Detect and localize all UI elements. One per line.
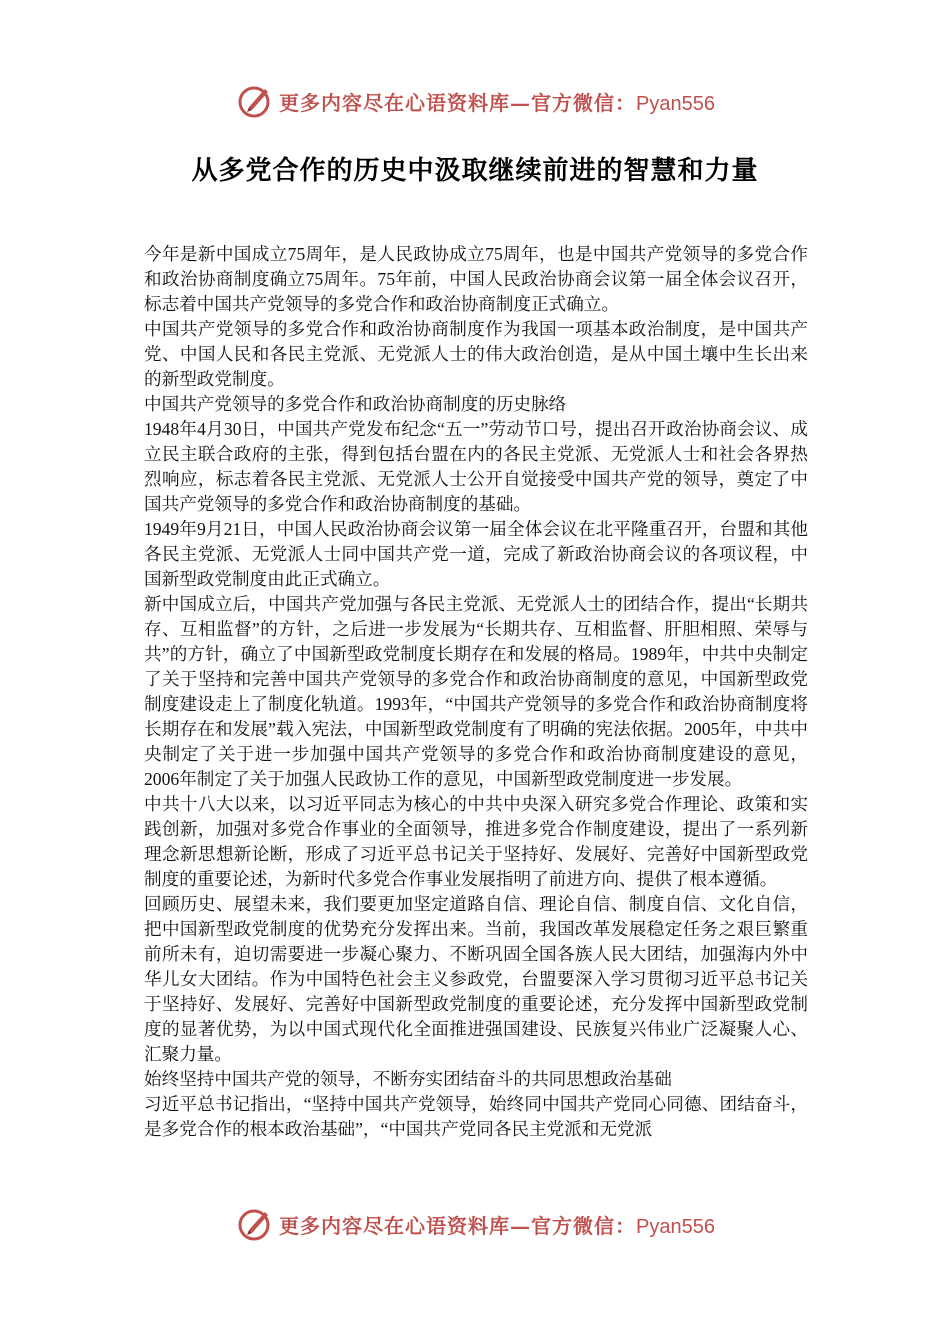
header-banner-text: 更多内容尽在心语资料库—官方微信：Pyan556 — [279, 90, 715, 115]
footer-wechat-id: Pyan556 — [636, 1215, 715, 1238]
paragraph: 习近平总书记指出，“坚持中国共产党领导，始终同中国共产党同心同德、团结奋斗，是多党合作的根本政治基础”，“中国共产党同各民主党派和无党派 — [144, 1094, 808, 1139]
article-body — [144, 242, 808, 1142]
pen-logo-icon — [235, 1204, 275, 1244]
section-heading: 中国共产党领导的多党合作和政治协商制度的历史脉络 — [144, 394, 567, 414]
paragraph: 1949年9月21日，中国人民政治协商会议第一届全体会议在北平隆重召开，台盟和其他各民主党派、无党派人士同中国共产党一道，完成了新政治协商会议的各项议程，中国新型政党制度由此正式确立。 — [144, 519, 808, 589]
paragraph: 中共十八大以来，以习近平同志为核心的中共中央深入研究多党合作理论、政策和实践创新，加强对多党合作事业的全面领导，推进多党合作制度建设，提出了一系列新理念新思想新论断，形成了习近平总书记关于坚持好、发展好、完善好中国新型政党制度的重要论述，为新时代多党合作事业发展指明了前进方向、提供了根本遵循。 — [144, 794, 808, 889]
pen-logo-icon — [235, 81, 275, 121]
paragraph: 新中国成立后，中国共产党加强与各民主党派、无党派人士的团结合作，提出“长期共存、互相监督”的方针，之后进一步发展为“长期共存、互相监督、肝胆相照、荣辱与共”的方针，确立了中国新型政党制度长期存在和发展的格局。1989年，中共中央制定了关于坚持和完善中国共产党领导的多党合作和政治协商制度的意见，中国新型政党制度建设走上了制度化轨道。1993年，“中国共产党领导的多党合作和政治协商制度将长期存在和发展”载入宪法，中国新型政党制度有了明确的宪法依据。2005年，中共中央制定了关于进一步加强中国共产党领导的多党合作和政治协商制度建设的意见，2006年制定了关于加强人民政协工作的意见，中国新型政党制度进一步发展。 — [144, 594, 808, 789]
paragraph: 回顾历史、展望未来，我们要更加坚定道路自信、理论自信、制度自信、文化自信，把中国新型政党制度的优势充分发挥出来。当前，我国改革发展稳定任务之艰巨繁重前所未有，迫切需要进一步凝心聚力、不断巩固全国各族人民大团结，加强海内外中华儿女大团结。作为中国特色社会主义参政党，台盟要深入学习贯彻习近平总书记关于坚持好、发展好、完善好中国新型政党制度的重要论述，充分发挥中国新型政党制度的显著优势，为以中国式现代化全面推进强国建设、民族复兴伟业广泛凝聚人心、汇聚力量。 — [144, 894, 808, 1064]
paragraph: 1948年4月30日，中国共产党发布纪念“五一”劳动节口号，提出召开政治协商会议、成立民主联合政府的主张，得到包括台盟在内的各民主党派、无党派人士和社会各界热烈响应，标志着各民主党派、无党派人士公开自觉接受中国共产党的领导，奠定了中国共产党领导的多党合作和政治协商制度的基础。 — [144, 419, 808, 514]
section-heading: 始终坚持中国共产党的领导，不断夯实团结奋斗的共同思想政治基础 — [144, 1069, 672, 1089]
header-banner — [0, 76, 950, 126]
footer-banner — [0, 1199, 950, 1249]
header-wechat-id: Pyan556 — [636, 92, 715, 115]
footer-banner-text: 更多内容尽在心语资料库—官方微信：Pyan556 — [279, 1213, 715, 1238]
paragraph: 中国共产党领导的多党合作和政治协商制度作为我国一项基本政治制度，是中国共产党、中国人民和各民主党派、无党派人士的伟大政治创造，是从中国土壤中生长出来的新型政党制度。 — [144, 319, 808, 389]
paragraph: 今年是新中国成立75周年，是人民政协成立75周年，也是中国共产党领导的多党合作和政治协商制度确立75周年。75年前，中国人民政治协商会议第一届全体会议召开，标志着中国共产党领导的多党合作和政治协商制度正式确立。 — [144, 244, 808, 314]
page-title: 从多党合作的历史中汲取继续前进的智慧和力量 — [191, 156, 759, 186]
